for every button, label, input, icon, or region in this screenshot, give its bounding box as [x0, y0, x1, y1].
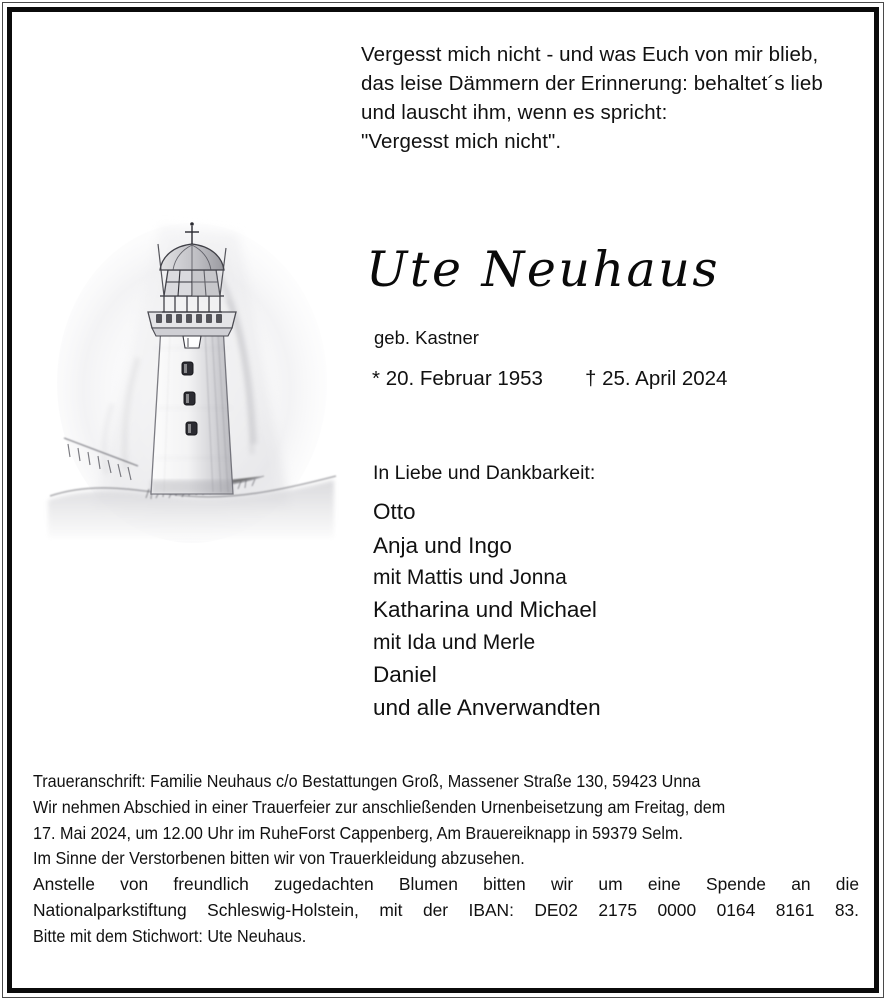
survivor-children: mit Ida und Merle — [373, 630, 536, 654]
footer-details — [12, 769, 874, 988]
survivor-name: Anja und Ingo — [373, 532, 512, 558]
ceremony-info-line-2: 17. Mai 2024, um 12.00 Uhr im RuheForst Cappenberg, Am Brauereiknapp in 59379 Selm. — [33, 822, 683, 843]
deceased-name-signature — [364, 234, 824, 306]
survivor-children: mit Mattis und Jonna — [373, 566, 567, 589]
deceased-name-text: Ute Neuhaus — [366, 241, 720, 298]
survivor-name: Daniel — [373, 661, 437, 687]
obituary-card-frame — [7, 7, 879, 993]
donation-line-2: Nationalparkstiftung Schleswig-Holstein, mit der IBAN: DE02 2175 0000 0164 8161 83. — [33, 899, 859, 920]
birth-symbol: * — [372, 367, 380, 390]
survivor-name: Katharina und Michael — [373, 597, 597, 622]
poem-line: und lauscht ihm, wenn es spricht: — [361, 101, 668, 124]
survivor-name: Otto — [373, 499, 416, 524]
survivor-group — [373, 529, 843, 594]
survivor-group — [373, 593, 843, 658]
ceremony-info-line-1: Wir nehmen Abschied in einer Trauerfeier zur anschließenden Urnenbeisetzung am Freitag, dem — [33, 796, 726, 817]
donation-reference: Bitte mit dem Stichwort: Ute Neuhaus. — [33, 925, 307, 946]
survivor-group — [373, 495, 843, 529]
poem-line: "Vergesst mich nicht". — [361, 130, 562, 153]
life-dates — [372, 367, 727, 391]
survivors-intro: In Liebe und Dankbarkeit: — [373, 462, 596, 484]
main-content-region — [12, 12, 874, 769]
donation-request — [33, 872, 859, 924]
maiden-name: geb. Kastner — [374, 327, 479, 348]
survivor-group — [373, 691, 843, 725]
obituary-card-inner — [12, 12, 874, 988]
memorial-poem — [361, 40, 861, 156]
mourning-address: Traueranschrift: Familie Neuhaus c/o Bestattungen Groß, Massener Straße 130, 59423 Unna — [33, 771, 701, 791]
birth-date: 20. Februar 1953 — [385, 367, 543, 390]
survivors-block — [373, 460, 843, 725]
lighthouse-illustration — [42, 208, 342, 548]
survivor-relatives: und alle Anverwandten — [373, 695, 601, 720]
donation-line-1: Anstelle von freundlich zugedachten Blumen bitten wir um eine Spende an die — [33, 874, 859, 895]
death-date: 25. April 2024 — [602, 367, 728, 390]
poem-line: das leise Dämmern der Erinnerung: behaltet´s lieb — [361, 72, 823, 95]
survivor-group — [373, 658, 843, 692]
dress-code-note: Im Sinne der Verstorbenen bitten wir von Trauerkleidung abzusehen. — [33, 848, 525, 869]
death-symbol: † — [584, 367, 597, 390]
poem-line: Vergesst mich nicht - und was Euch von mir blieb, — [361, 43, 819, 66]
